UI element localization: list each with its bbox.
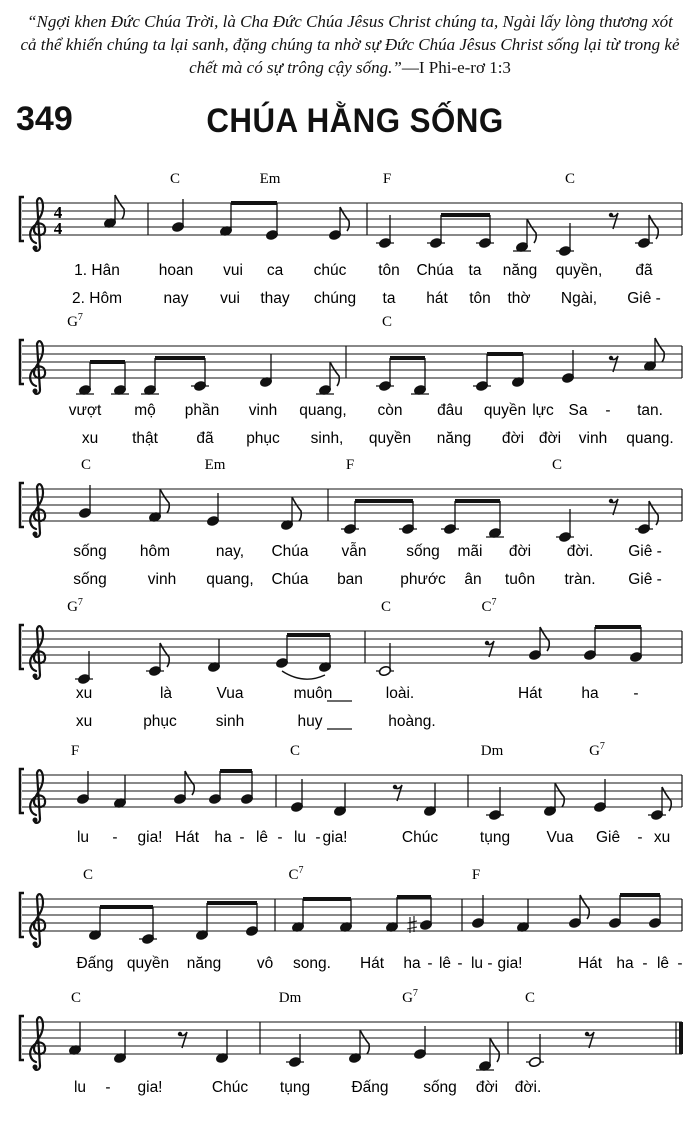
lyric-verse-1: Giê: [595, 829, 621, 846]
note-head: [476, 1038, 499, 1072]
chord-symbol: $G^7$: [67, 597, 83, 615]
lyric-verse-1: ta: [468, 262, 482, 279]
note-flag: [655, 338, 664, 362]
lyric-verse-2: Ngài,: [560, 290, 598, 307]
lyric-verse-1: vui: [223, 262, 243, 279]
lyric-verse-1: Đấng: [351, 1079, 389, 1096]
lyric-verse-1: hoan: [158, 262, 194, 279]
note-head: [265, 207, 278, 241]
lyric-verse-2: thay: [260, 290, 290, 307]
lyric-verse-1: lu: [76, 829, 90, 846]
lyric-verse-2: tuôn: [504, 571, 536, 588]
lyric-verse-1: Giê -: [628, 543, 662, 560]
lyric-verse-1: lu: [470, 955, 484, 972]
lyric-verse-1: hôm: [139, 543, 171, 560]
lyric-verse-1: là: [159, 685, 173, 702]
lyric-verse-1: còn: [377, 402, 403, 419]
lyric-verse-2: phục: [143, 713, 177, 730]
chord-symbol: Dm: [278, 990, 302, 1006]
chord-symbol: Dm: [480, 743, 504, 759]
lyric-verse-2: đời: [538, 430, 562, 447]
note-head: [318, 639, 331, 673]
lyric-verse-1: -: [239, 829, 245, 846]
lyric-verse-1: lu: [73, 1079, 87, 1096]
note-head: [339, 899, 352, 933]
lyric-verse-2: tràn.: [564, 571, 596, 588]
lyric-verse-1: -: [637, 829, 643, 846]
staff-system-3: [20, 457, 682, 588]
treble-clef-icon: [30, 1017, 45, 1070]
lyric-verse-2: Chúa: [271, 571, 309, 588]
chord-symbol: C: [524, 990, 536, 1006]
lyric-verse-1: chúc: [313, 262, 347, 279]
lyric-verse-1: nay,: [215, 543, 245, 560]
lyric-verse-1: Hát: [359, 955, 385, 972]
lyric-verse-2: thật: [132, 430, 158, 447]
lyric-verse-1: Chúc: [211, 1079, 249, 1096]
lyric-verse-1: lê: [438, 955, 452, 972]
lyric-verse-2: ân: [464, 571, 482, 588]
lyric-verse-1: Chúc: [401, 829, 439, 846]
note-head: [568, 895, 589, 929]
staff-system-2: [20, 312, 682, 447]
treble-clef-icon: [30, 626, 45, 679]
note-head: [526, 1034, 544, 1068]
note-head: [648, 787, 671, 821]
time-signature-top: 4: [53, 203, 63, 222]
chord-symbol: C: [82, 867, 94, 883]
note-head: [399, 501, 417, 535]
lyric-verse-2: sinh,: [310, 430, 344, 447]
lyric-verse-1: tôn: [378, 262, 400, 279]
lyric-verse-2: ta: [382, 290, 396, 307]
lyric-verse-1: Vua: [546, 829, 574, 846]
staff-system-7: [20, 988, 682, 1096]
lyric-verse-1: gia!: [322, 829, 348, 846]
lyric-verse-2: Giê -: [627, 290, 661, 307]
lyric-verse-1: Hát: [577, 955, 603, 972]
lyric-verse-2: xu: [81, 430, 99, 447]
lyric-verse-2: đã: [196, 430, 214, 447]
note-flag: [555, 783, 564, 807]
lyric-verse-1: Sa: [568, 402, 588, 419]
lyric-verse-2: quyền: [368, 430, 412, 447]
lyric-verse-1: ha: [616, 955, 634, 972]
lyric-verse-1: sống: [406, 543, 440, 560]
note-head: [206, 493, 219, 527]
chord-symbol: F: [382, 171, 392, 187]
chord-symbol: C: [80, 457, 92, 473]
lyric-verse-2: ban: [337, 571, 363, 588]
note-head: [635, 501, 658, 535]
note-head: [215, 1030, 228, 1064]
lyric-verse-1: vẫn: [341, 543, 367, 560]
staff-system-5: [20, 741, 682, 846]
note-flag: [115, 195, 124, 219]
lyric-verse-1: đời.: [566, 543, 594, 560]
lyric-verse-1: -: [427, 955, 433, 972]
lyric-verse-1: -: [112, 829, 118, 846]
treble-clef-icon: [30, 198, 45, 251]
note-head: [513, 219, 536, 253]
lyric-verse-1: xu: [653, 829, 671, 846]
note-head: [259, 354, 272, 388]
lyric-verse-1: 1. Hân: [74, 262, 120, 279]
note-head: [141, 362, 159, 396]
note-head: [473, 358, 491, 392]
lyric-verse-1: phần: [184, 402, 220, 419]
note-head: [516, 899, 529, 933]
chord-symbol: C: [169, 171, 181, 187]
lyric-verse-2: huy: [297, 713, 323, 730]
note-head: [556, 509, 574, 543]
lyric-verse-1: lực: [532, 402, 554, 419]
chord-symbol: C: [551, 457, 563, 473]
lyric-verse-1: năng: [186, 955, 222, 972]
note-head: [207, 639, 220, 673]
chord-symbol: C: [381, 314, 393, 330]
treble-clef-icon: [30, 770, 45, 823]
note-head: [643, 338, 664, 372]
note-flag: [490, 1038, 499, 1062]
lyric-verse-2: phục: [246, 430, 280, 447]
note-flag: [160, 489, 169, 513]
note-head: [280, 497, 301, 531]
note-head: [113, 775, 126, 809]
lyric-verse-1: đời: [475, 1079, 499, 1096]
note-head: [648, 895, 661, 929]
lyric-verse-1: Chúa: [271, 543, 309, 560]
note-head: [511, 354, 524, 388]
note-head: [348, 1030, 369, 1064]
time-signature-bottom: 4: [53, 219, 63, 238]
note-head: [76, 771, 89, 805]
lyric-verse-1: gia!: [497, 955, 523, 972]
lyric-verse-1: đời: [508, 543, 532, 560]
chord-symbol: C: [380, 599, 392, 615]
note-head: [103, 195, 124, 229]
lyric-verse-1: năng: [502, 262, 538, 279]
chord-symbol: Em: [259, 171, 281, 187]
lyric-verse-1: tan.: [637, 402, 663, 419]
chord-symbol: $C^7$: [288, 865, 304, 883]
lyric-verse-1: sống: [423, 1079, 457, 1096]
lyric-verse-1: -: [487, 955, 493, 972]
lyric-verse-1: ha: [403, 955, 421, 972]
lyric-verse-1: quyền: [483, 402, 527, 419]
note-head: [139, 911, 157, 945]
note-flag: [360, 1030, 369, 1054]
lyric-verse-1: mãi: [457, 543, 483, 560]
note-head: [376, 643, 394, 677]
chord-symbol: $G^7$: [402, 988, 418, 1006]
note-head: [608, 895, 621, 929]
note-head: [245, 903, 258, 937]
note-head: [376, 358, 394, 392]
lyric-verse-1: -: [605, 402, 611, 419]
staff-system-1: [20, 171, 682, 307]
lyric-verse-1: vô: [256, 955, 274, 972]
lyric-verse-1: vượt: [68, 402, 102, 419]
chord-symbol: C: [564, 171, 576, 187]
chord-symbol: C: [289, 743, 301, 759]
lyric-verse-1: ha: [581, 685, 599, 702]
lyric-verse-2: sinh: [215, 713, 245, 730]
note-head: [78, 485, 91, 519]
note-head: [240, 771, 253, 805]
hymn-number: 349: [16, 100, 73, 138]
lyric-verse-1: lê: [255, 829, 269, 846]
note-head: [173, 771, 194, 805]
chord-symbol: $G^7$: [589, 741, 605, 759]
hymn-title: CHÚA HẰNG SỐNG: [206, 102, 504, 140]
lyric-verse-1: mộ: [134, 402, 156, 419]
lyric-verse-1: Chúa: [416, 262, 454, 279]
note-head: [385, 899, 398, 933]
slur: [282, 671, 325, 679]
note-flag: [330, 362, 339, 386]
note-head: [219, 203, 232, 237]
note-head: [68, 1022, 81, 1056]
lyric-verse-1: loài.: [385, 685, 415, 702]
note-head: [543, 783, 564, 817]
note-head: [171, 199, 184, 233]
lyric-verse-2: tôn: [469, 290, 491, 307]
treble-clef-icon: [30, 341, 45, 394]
note-head: [441, 501, 459, 535]
lyric-verse-2: vui: [220, 290, 240, 307]
lyric-verse-1: ca: [266, 262, 284, 279]
note-head: [486, 787, 504, 821]
lyric-verse-1: lu: [293, 829, 307, 846]
note-head: [528, 627, 549, 661]
treble-clef-icon: [30, 484, 45, 537]
note-head: [113, 1030, 126, 1064]
lyric-verse-1: xu: [75, 685, 93, 702]
lyric-verse-1: Hát: [174, 829, 200, 846]
chord-symbol: F: [471, 867, 481, 883]
chord-symbol: $G^7$: [67, 312, 83, 330]
chord-symbol: Em: [204, 457, 226, 473]
note-head: [111, 362, 129, 396]
note-head: [146, 643, 169, 677]
lyric-verse-2: hoàng.: [388, 713, 436, 730]
chord-symbol: $C^7$: [481, 597, 497, 615]
lyric-verse-2: xu: [75, 713, 93, 730]
note-head: [286, 1034, 304, 1068]
lyric-verse-1: gia!: [137, 1079, 163, 1096]
note-head: [328, 207, 349, 241]
note-flag: [292, 497, 301, 521]
lyric-verse-1: quang,: [299, 402, 347, 419]
note-head: [423, 783, 436, 817]
note-head: [376, 215, 394, 249]
lyric-verse-1: tụng: [479, 829, 511, 846]
note-head: [629, 629, 642, 663]
lyric-verse-1: tụng: [279, 1079, 311, 1096]
note-flag: [527, 219, 536, 243]
lyric-verse-1: -: [315, 829, 321, 846]
lyric-verse-2: nay: [163, 290, 189, 307]
lyric-verse-1: gia!: [137, 829, 163, 846]
note-head: [341, 501, 359, 535]
lyric-verse-1: -: [633, 685, 639, 702]
note-head: [476, 215, 494, 249]
note-head: [411, 362, 429, 396]
note-head: [275, 635, 288, 669]
note-head: [75, 651, 93, 685]
lyric-verse-2: quang,: [206, 571, 254, 588]
lyric-verse-2: 2. Hôm: [72, 290, 122, 307]
note-head: [88, 907, 101, 941]
lyric-verse-2: thờ: [507, 290, 531, 307]
lyric-verse-1: Vua: [216, 685, 244, 702]
time-signature: [54, 203, 63, 238]
chord-symbol: C: [70, 990, 82, 1006]
note-head: [290, 779, 303, 813]
lyric-verse-1: đã: [635, 262, 653, 279]
lyric-verse-2: vinh: [578, 430, 608, 447]
lyric-verse-1: -: [105, 1079, 111, 1096]
lyric-verse-1: đâu: [437, 402, 463, 419]
lyric-verse-2: đời: [501, 430, 525, 447]
lyric-verse-2: năng: [436, 430, 472, 447]
chord-symbol: F: [70, 743, 80, 759]
quote-reference: —I Phi-e-rơ 1:3: [401, 58, 511, 77]
lyric-verse-1: lê: [656, 955, 670, 972]
note-head: [291, 899, 304, 933]
note-head: [208, 771, 221, 805]
note-head: [556, 223, 574, 257]
lyric-verse-1: -: [277, 829, 283, 846]
staff-system-4: [20, 597, 682, 730]
note-head: [561, 350, 574, 384]
lyric-verse-2: quang.: [626, 430, 674, 447]
lyric-verse-1: -: [642, 955, 648, 972]
note-head: [471, 895, 484, 929]
chord-symbol: F: [345, 457, 355, 473]
lyric-verse-1: ha: [214, 829, 232, 846]
note-head: [76, 362, 94, 396]
lyric-verse-2: chúng: [313, 290, 357, 307]
lyric-verse-1: đời.: [514, 1079, 542, 1096]
lyric-verse-1: quyền,: [555, 262, 603, 279]
lyric-verse-2: vinh: [147, 571, 177, 588]
note-head: [583, 627, 596, 661]
lyric-verse-1: Hát: [517, 685, 543, 702]
lyric-verse-1: vinh: [248, 402, 278, 419]
note-head: [427, 215, 445, 249]
note-head: [195, 907, 208, 941]
note-head: [191, 358, 209, 392]
lyric-verse-1: quyền: [126, 955, 170, 972]
note-head: [413, 1026, 426, 1060]
lyric-verse-1: muôn: [293, 685, 333, 702]
lyric-verse-1: -: [457, 955, 463, 972]
treble-clef-icon: [30, 894, 45, 947]
lyric-verse-2: sống: [73, 571, 107, 588]
note-head: [593, 779, 606, 813]
quote-text: “Ngợi khen Đức Chúa Trời, là Cha Đức Chúa Jêsus Christ chúng ta, Ngài lấy lòng thương xót cả thể khiến chúng ta lại sanh, đặng chúng ta nhờ sự Đức Chúa Jêsus Christ sống lại từ trong kẻ chết mà có sự trông cậy sống.”: [20, 12, 680, 77]
note-head: [316, 362, 339, 396]
lyric-verse-1: sống: [73, 543, 107, 560]
lyric-verse-2: hát: [426, 290, 448, 307]
lyric-verse-1: -: [677, 955, 683, 972]
note-head: [486, 505, 504, 539]
note-head: [148, 489, 169, 523]
lyric-verse-2: Giê -: [628, 571, 662, 588]
lyric-verse-1: song.: [293, 955, 331, 972]
note-head: [333, 783, 346, 817]
note-head: [635, 215, 658, 249]
lyric-verse-2: phước: [400, 571, 446, 588]
lyric-verse-1: Đấng: [76, 955, 114, 972]
